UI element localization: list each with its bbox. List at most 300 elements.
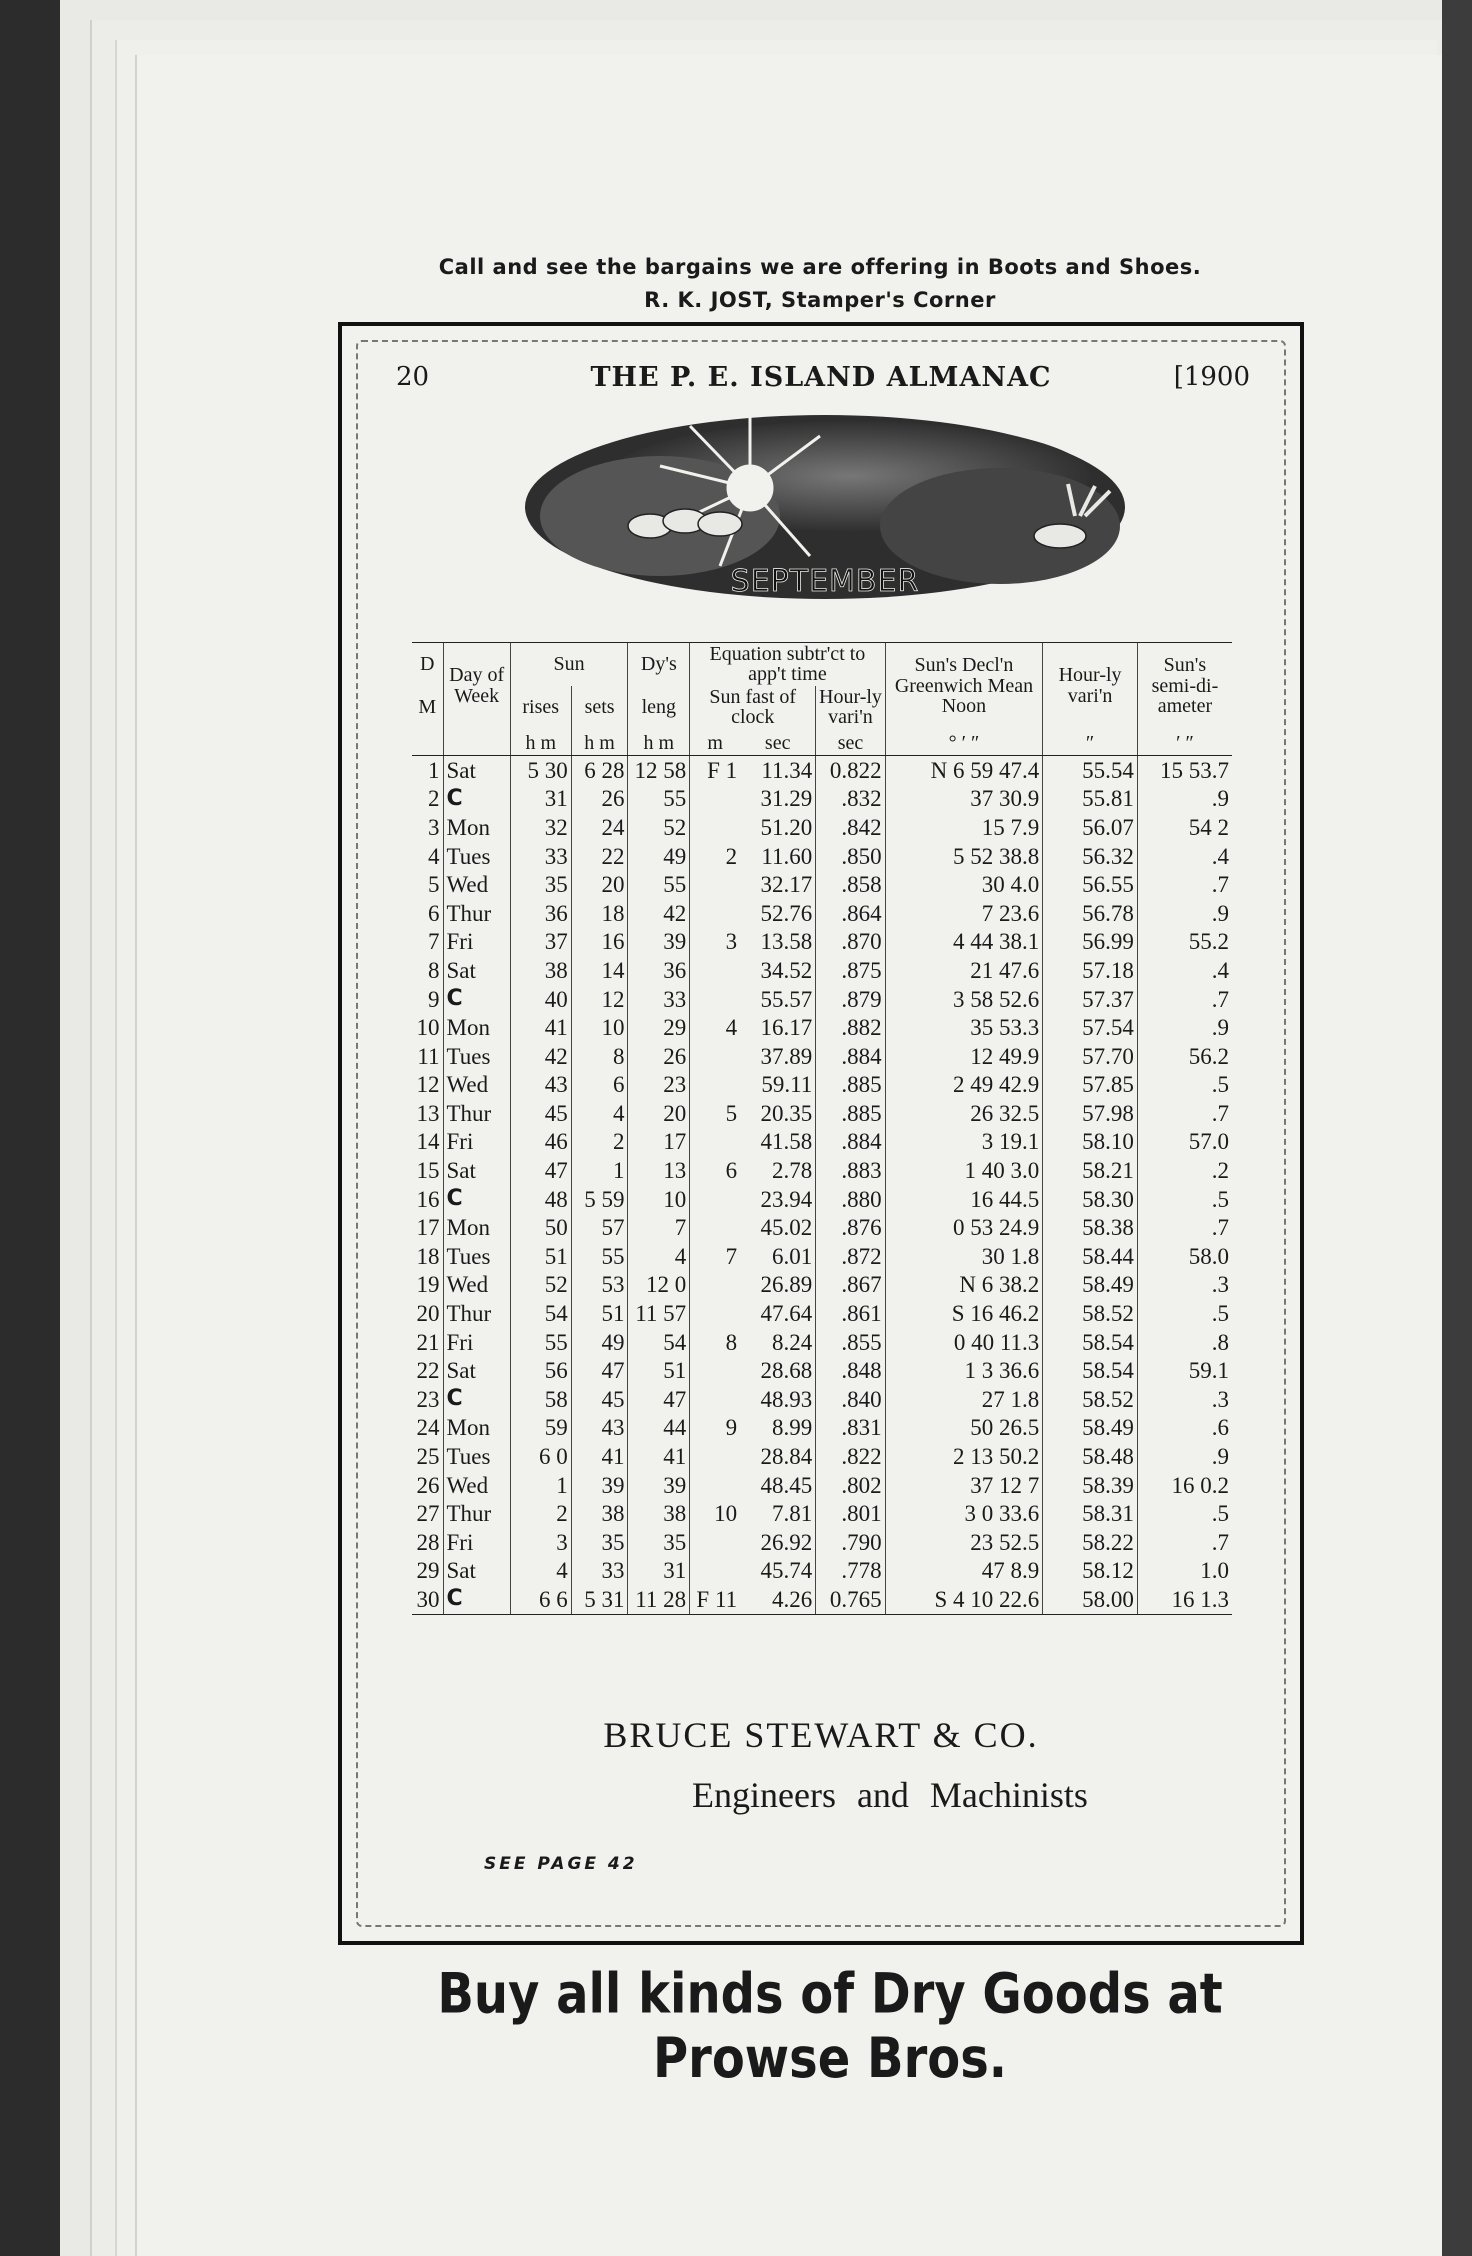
equation-seconds: 23.94: [760, 1186, 813, 1212]
day-of-week: Tues: [443, 1042, 510, 1071]
day-number: 25: [416, 1444, 440, 1469]
equation-seconds: 55.57: [760, 986, 813, 1012]
day-number: 18: [416, 1243, 440, 1269]
sunrise: 55: [510, 1328, 571, 1357]
sunset: 26: [571, 785, 628, 814]
equation-seconds: 41.58: [760, 1129, 813, 1155]
equation-seconds: 13.58: [760, 929, 813, 955]
day-of-week: Wed: [443, 1070, 510, 1099]
sunrise: 35: [510, 870, 571, 899]
equation-seconds: 26.92: [760, 1529, 813, 1555]
sunset: 14: [571, 956, 628, 985]
sun-declination: 30 1.8: [885, 1242, 1043, 1271]
equation-seconds: 11.60: [761, 843, 813, 869]
table-row: [412, 785, 1232, 814]
col-leng: leng: [628, 686, 690, 729]
equation-hourly-variation: .831: [816, 1414, 885, 1443]
sun-declination: 37 30.9: [885, 785, 1043, 814]
equation-hourly-variation: .880: [816, 1185, 885, 1214]
sunrise: 2: [510, 1499, 571, 1528]
day-number: 8: [428, 957, 440, 983]
equation-seconds: 59.11: [761, 1072, 813, 1098]
day-of-week: C: [443, 1585, 510, 1614]
semi-diameter: .7: [1137, 985, 1232, 1014]
semi-diameter: .7: [1137, 870, 1232, 899]
sunset: 10: [571, 1013, 628, 1042]
day-length: 52: [628, 813, 690, 842]
declination-hourly-variation: 58.44: [1043, 1242, 1138, 1271]
day-number: 21: [416, 1329, 440, 1355]
col-sets: sets: [571, 686, 628, 729]
equation-seconds: 48.45: [760, 1472, 813, 1498]
sun-declination: 1 3 36.6: [885, 1356, 1043, 1385]
advert-company-name: BRUCE STEWART & CO.: [603, 1715, 1039, 1755]
sunset: 20: [571, 870, 628, 899]
equation-hourly-variation: .778: [816, 1557, 885, 1586]
day-of-week: Fri: [443, 1328, 510, 1357]
equation-minutes: [690, 1185, 740, 1214]
equation-hourly-variation: .883: [816, 1156, 885, 1185]
col-d: D: [412, 643, 443, 686]
equation-seconds: 28.68: [760, 1358, 813, 1384]
sunset: 43: [571, 1414, 628, 1443]
sun-declination: 26 32.5: [885, 1099, 1043, 1128]
sunrise: 1: [510, 1471, 571, 1500]
day-number: 14: [416, 1129, 440, 1155]
equation-hourly-variation: .864: [816, 899, 885, 928]
declination-hourly-variation: 58.10: [1043, 1128, 1138, 1157]
declination-hourly-variation: 58.54: [1043, 1356, 1138, 1385]
month-label: SEPTEMBER: [730, 564, 920, 599]
semi-diameter: 57.0: [1137, 1128, 1232, 1157]
semi-diameter: .9: [1137, 785, 1232, 814]
equation-minutes: F 11: [690, 1585, 740, 1614]
semi-diameter: .3: [1137, 1271, 1232, 1300]
september-illustration: [520, 406, 1130, 608]
day-length: 10: [628, 1185, 690, 1214]
scan-right-edge: [1442, 0, 1472, 2256]
equation-minutes: [690, 1299, 740, 1328]
day-length: 49: [628, 842, 690, 871]
col-semi-diameter: Sun's semi-di-ameter: [1137, 643, 1232, 729]
day-number: 29: [416, 1558, 440, 1584]
almanac-table: [412, 642, 1232, 1615]
equation-hourly-variation: .884: [816, 1128, 885, 1157]
sun-declination: 30 4.0: [885, 870, 1043, 899]
declination-hourly-variation: 57.18: [1043, 956, 1138, 985]
declination-hourly-variation: 57.37: [1043, 985, 1138, 1014]
sunrise: 6 0: [510, 1442, 571, 1471]
sun-declination: 7 23.6: [885, 899, 1043, 928]
unit-hv-sec: sec: [816, 729, 885, 756]
declination-hourly-variation: 58.12: [1043, 1557, 1138, 1586]
day-of-week: C: [443, 985, 510, 1014]
top-advert-line-1: Call and see the bargains we are offering in Boots and Shoes.: [438, 255, 1202, 279]
table-row: [412, 928, 1232, 957]
day-length: 29: [628, 1013, 690, 1042]
semi-diameter: .4: [1137, 956, 1232, 985]
sunrise: 5 30: [510, 755, 571, 784]
sunrise: 40: [510, 985, 571, 1014]
day-length: 55: [628, 870, 690, 899]
sunrise: 4: [510, 1557, 571, 1586]
day-number: 3: [428, 814, 440, 840]
page-number: 20: [396, 362, 430, 392]
unit-sets: h m: [571, 729, 628, 756]
day-number: 17: [416, 1215, 440, 1241]
sunset: 5 59: [571, 1185, 628, 1214]
equation-seconds: 2.78: [772, 1158, 813, 1184]
sunset: 2: [571, 1128, 628, 1157]
equation-hourly-variation: .861: [816, 1299, 885, 1328]
table-row: [412, 1070, 1232, 1099]
sun-declination: 27 1.8: [885, 1385, 1043, 1414]
day-of-week: Fri: [443, 928, 510, 957]
equation-minutes: [690, 785, 740, 814]
sunset: 35: [571, 1528, 628, 1557]
unit-leng: h m: [628, 729, 690, 756]
equation-minutes: [690, 813, 740, 842]
col-sun-fast: Sun fast of clock: [690, 686, 816, 729]
day-length: 33: [628, 985, 690, 1014]
sun-declination: 3 0 33.6: [885, 1499, 1043, 1528]
sun-declination: S 16 46.2: [885, 1299, 1043, 1328]
equation-minutes: [690, 870, 740, 899]
sun-declination: 15 7.9: [885, 813, 1043, 842]
table-row: [412, 1299, 1232, 1328]
day-of-week: C: [443, 1385, 510, 1414]
equation-minutes: 10: [690, 1499, 740, 1528]
equation-hourly-variation: .850: [816, 842, 885, 871]
day-length: 47: [628, 1385, 690, 1414]
day-number: 6: [428, 900, 440, 926]
table-row: [412, 870, 1232, 899]
sunset: 4: [571, 1099, 628, 1128]
equation-minutes: [690, 1070, 740, 1099]
semi-diameter: .5: [1137, 1499, 1232, 1528]
equation-minutes: [690, 1442, 740, 1471]
semi-diameter: 54 2: [1137, 813, 1232, 842]
sunset: 18: [571, 899, 628, 928]
declination-hourly-variation: 55.81: [1043, 785, 1138, 814]
table-row: [412, 1356, 1232, 1385]
sun-declination: S 4 10 22.6: [885, 1585, 1043, 1614]
day-length: 51: [628, 1356, 690, 1385]
declination-hourly-variation: 56.78: [1043, 899, 1138, 928]
day-number: 30: [412, 1585, 443, 1614]
col-rises: rises: [510, 686, 571, 729]
day-number: 24: [416, 1415, 440, 1441]
day-length: 12 58: [628, 755, 690, 784]
day-length: 13: [628, 1156, 690, 1185]
semi-diameter: .5: [1137, 1299, 1232, 1328]
equation-minutes: F 1: [690, 755, 740, 784]
semi-diameter: 59.1: [1137, 1356, 1232, 1385]
sunrise: 42: [510, 1042, 571, 1071]
day-of-week: Fri: [443, 1528, 510, 1557]
sunrise: 50: [510, 1213, 571, 1242]
sun-declination: N 6 59 47.4: [885, 755, 1043, 784]
sunset: 24: [571, 813, 628, 842]
sunset: 49: [571, 1328, 628, 1357]
bottom-advert: Buy all kinds of Dry Goods at Prowse Bros.: [437, 1962, 1223, 2091]
equation-seconds: 31.29: [760, 786, 813, 812]
semi-diameter: 16 1.3: [1137, 1585, 1232, 1614]
semi-diameter: .7: [1137, 1528, 1232, 1557]
sunset: 38: [571, 1499, 628, 1528]
declination-hourly-variation: 57.70: [1043, 1042, 1138, 1071]
equation-minutes: 4: [690, 1013, 740, 1042]
sunrise: 56: [510, 1356, 571, 1385]
equation-seconds: 51.20: [760, 814, 813, 840]
sunrise: 41: [510, 1013, 571, 1042]
day-length: 42: [628, 899, 690, 928]
semi-diameter: .6: [1137, 1414, 1232, 1443]
equation-minutes: [690, 1528, 740, 1557]
sunset: 16: [571, 928, 628, 957]
sunset: 6 28: [571, 755, 628, 784]
equation-hourly-variation: .885: [816, 1099, 885, 1128]
day-length: 38: [628, 1499, 690, 1528]
declination-hourly-variation: 58.30: [1043, 1185, 1138, 1214]
declination-hourly-variation: 58.21: [1043, 1156, 1138, 1185]
day-of-week: Thur: [443, 1299, 510, 1328]
declination-hourly-variation: 58.22: [1043, 1528, 1138, 1557]
day-of-week: Tues: [443, 1442, 510, 1471]
equation-hourly-variation: .832: [816, 785, 885, 814]
sunrise: 54: [510, 1299, 571, 1328]
declination-hourly-variation: 56.07: [1043, 813, 1138, 842]
equation-minutes: 9: [690, 1414, 740, 1443]
day-length: 54: [628, 1328, 690, 1357]
col-day-of-week: Day of Week: [443, 643, 510, 729]
day-of-week: Thur: [443, 1099, 510, 1128]
day-of-week: Mon: [443, 1213, 510, 1242]
sunset: 1: [571, 1156, 628, 1185]
equation-seconds: 4.26: [740, 1585, 816, 1614]
equation-seconds: 52.76: [760, 900, 813, 926]
unit-rises: h m: [510, 729, 571, 756]
col-sun: Sun: [510, 643, 628, 686]
day-length: 23: [628, 1070, 690, 1099]
table-row: [412, 1414, 1232, 1443]
day-length: 11 28: [628, 1585, 690, 1614]
day-number: 13: [416, 1100, 440, 1126]
declination-hourly-variation: 58.49: [1043, 1414, 1138, 1443]
declination-hourly-variation: 57.98: [1043, 1099, 1138, 1128]
day-number: 15: [416, 1158, 440, 1184]
day-length: 39: [628, 928, 690, 957]
equation-hourly-variation: .870: [816, 928, 885, 957]
day-of-week: Thur: [443, 899, 510, 928]
col-hourly-vari-decl: Hour-ly vari'n: [1043, 643, 1138, 729]
declination-hourly-variation: 56.99: [1043, 928, 1138, 957]
equation-minutes: 8: [690, 1328, 740, 1357]
equation-minutes: [690, 1557, 740, 1586]
semi-diameter: .9: [1137, 1013, 1232, 1042]
sun-declination: 35 53.3: [885, 1013, 1043, 1042]
equation-minutes: [690, 1271, 740, 1300]
day-number: 22: [416, 1358, 440, 1384]
sunrise: 46: [510, 1128, 571, 1157]
equation-seconds: 7.81: [772, 1501, 813, 1527]
day-length: 35: [628, 1528, 690, 1557]
sunrise: 43: [510, 1070, 571, 1099]
sunrise: 45: [510, 1099, 571, 1128]
equation-hourly-variation: .855: [816, 1328, 885, 1357]
sunset: 39: [571, 1471, 628, 1500]
semi-diameter: .5: [1137, 1185, 1232, 1214]
equation-seconds: 37.89: [760, 1043, 813, 1069]
sunrise: 58: [510, 1385, 571, 1414]
sunrise: 59: [510, 1414, 571, 1443]
table-row: [412, 813, 1232, 842]
semi-diameter: 55.2: [1137, 928, 1232, 957]
table-row: [412, 755, 1232, 784]
equation-seconds: 34.52: [760, 957, 813, 983]
day-of-week: Sat: [443, 1156, 510, 1185]
day-number: 20: [416, 1301, 440, 1327]
sun-declination: 2 49 42.9: [885, 1070, 1043, 1099]
day-length: 12 0: [628, 1271, 690, 1300]
col-suns-decl: Sun's Decl'n Greenwich Mean Noon: [885, 643, 1043, 729]
day-length: 39: [628, 1471, 690, 1500]
table-row: [412, 1528, 1232, 1557]
equation-seconds: 20.35: [760, 1100, 813, 1126]
equation-seconds: 16.17: [760, 1015, 813, 1041]
day-length: 41: [628, 1442, 690, 1471]
declination-hourly-variation: 55.54: [1043, 755, 1138, 784]
day-length: 31: [628, 1557, 690, 1586]
unit-hv-decl: ″: [1043, 729, 1138, 756]
sun-declination: 2 13 50.2: [885, 1442, 1043, 1471]
day-of-week: C: [443, 1185, 510, 1214]
table-row: [412, 1585, 1232, 1614]
day-number: 28: [416, 1529, 440, 1555]
declination-hourly-variation: 58.31: [1043, 1499, 1138, 1528]
sunrise: 3: [510, 1528, 571, 1557]
sunrise: 47: [510, 1156, 571, 1185]
declination-hourly-variation: 56.55: [1043, 870, 1138, 899]
declination-hourly-variation: 58.52: [1043, 1299, 1138, 1328]
equation-minutes: [690, 1042, 740, 1071]
semi-diameter: 16 0.2: [1137, 1471, 1232, 1500]
day-of-week: Sat: [443, 755, 510, 784]
equation-hourly-variation: 0.822: [816, 755, 885, 784]
table-row: [412, 1242, 1232, 1271]
equation-minutes: 5: [690, 1099, 740, 1128]
declination-hourly-variation: 58.54: [1043, 1328, 1138, 1357]
unit-decl: ° ′ ″: [885, 729, 1043, 756]
declination-hourly-variation: 56.32: [1043, 842, 1138, 871]
day-number: 7: [428, 929, 440, 955]
sunset: 5 31: [571, 1585, 628, 1614]
sunrise: 38: [510, 956, 571, 985]
day-length: 17: [628, 1128, 690, 1157]
table-row: [412, 1499, 1232, 1528]
equation-minutes: 2: [690, 842, 740, 871]
sunrise: 33: [510, 842, 571, 871]
table-row: [412, 1099, 1232, 1128]
sunrise: 37: [510, 928, 571, 957]
day-length: 11 57: [628, 1299, 690, 1328]
day-of-week: Tues: [443, 1242, 510, 1271]
table-row: [412, 1013, 1232, 1042]
day-number: 26: [416, 1472, 440, 1498]
equation-hourly-variation: .872: [816, 1242, 885, 1271]
col-hourly-vari-eq: Hour-ly vari'n: [816, 686, 885, 729]
declination-hourly-variation: 57.85: [1043, 1070, 1138, 1099]
equation-hourly-variation: .802: [816, 1471, 885, 1500]
day-of-week: Sat: [443, 1356, 510, 1385]
sunset: 6: [571, 1070, 628, 1099]
sun-declination: 23 52.5: [885, 1528, 1043, 1557]
equation-seconds: 11.34: [761, 757, 813, 783]
equation-minutes: [690, 956, 740, 985]
semi-diameter: .9: [1137, 899, 1232, 928]
sunset: 55: [571, 1242, 628, 1271]
semi-diameter: .7: [1137, 1099, 1232, 1128]
day-number: 4: [428, 843, 440, 869]
sunrise: 48: [510, 1185, 571, 1214]
day-number: 2: [428, 786, 440, 812]
table-row: [412, 1042, 1232, 1071]
equation-hourly-variation: .879: [816, 985, 885, 1014]
sunrise: 51: [510, 1242, 571, 1271]
sun-declination: 0 40 11.3: [885, 1328, 1043, 1357]
unit-eq-sec: sec: [740, 729, 816, 756]
day-number: 10: [416, 1015, 440, 1041]
sun-declination: 0 53 24.9: [885, 1213, 1043, 1242]
day-number: 1: [428, 757, 440, 783]
day-number: 19: [416, 1272, 440, 1298]
col-dys: Dy's: [628, 643, 690, 686]
equation-minutes: [690, 1213, 740, 1242]
equation-minutes: 3: [690, 928, 740, 957]
declination-hourly-variation: 58.39: [1043, 1471, 1138, 1500]
day-of-week: Mon: [443, 813, 510, 842]
table-row: [412, 1385, 1232, 1414]
sunrise: 52: [510, 1271, 571, 1300]
declination-hourly-variation: 58.00: [1043, 1585, 1138, 1614]
equation-seconds: 47.64: [760, 1301, 813, 1327]
table-row: [412, 899, 1232, 928]
equation-minutes: [690, 1385, 740, 1414]
day-length: 55: [628, 785, 690, 814]
equation-seconds: 8.99: [772, 1415, 813, 1441]
equation-minutes: 6: [690, 1156, 740, 1185]
equation-hourly-variation: .858: [816, 870, 885, 899]
equation-seconds: 26.89: [760, 1272, 813, 1298]
equation-minutes: [690, 1356, 740, 1385]
declination-hourly-variation: 58.52: [1043, 1385, 1138, 1414]
day-length: 4: [628, 1242, 690, 1271]
table-row: [412, 1271, 1232, 1300]
see-page-note: SEE PAGE 42: [484, 1854, 638, 1874]
sun-declination: 5 52 38.8: [885, 842, 1043, 871]
equation-seconds: 32.17: [760, 872, 813, 898]
equation-hourly-variation: .848: [816, 1356, 885, 1385]
equation-hourly-variation: .875: [816, 956, 885, 985]
table-row: [412, 1471, 1232, 1500]
equation-minutes: [690, 1471, 740, 1500]
unit-eq-m: m: [690, 729, 740, 756]
day-of-week: Sat: [443, 956, 510, 985]
almanac-frame: [338, 322, 1304, 1945]
day-number: 9: [428, 986, 440, 1012]
advert-tagline: Engineers and Machinists: [692, 1775, 1088, 1815]
equation-seconds: 45.74: [760, 1558, 813, 1584]
